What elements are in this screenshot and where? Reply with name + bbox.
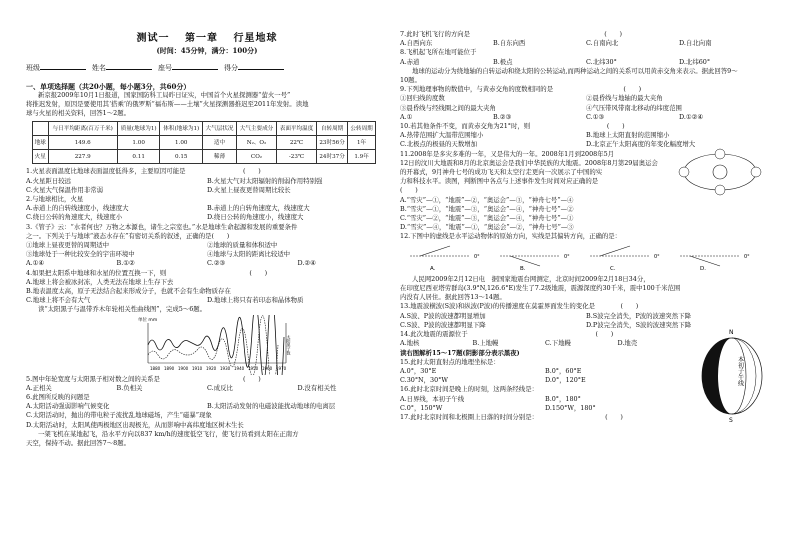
svg-text:0°: 0° [744, 253, 750, 260]
option[interactable]: D.150°W，180° [545, 403, 596, 412]
table-cell: 自转周期 [317, 122, 348, 136]
options [400, 376, 690, 385]
option[interactable]: B.赤道上的自转角速度大，线速度大 [207, 204, 310, 213]
x-tick: 1940 [234, 365, 245, 371]
x-tick: 1950 [248, 365, 259, 371]
option[interactable]: C.地球上将不会有大气 [26, 296, 91, 305]
question-intro: 读右图解析15～17题(阴影部分表示黑夜) [400, 348, 520, 357]
question-stem: 2.与地球相比，火星 [26, 195, 84, 204]
table-cell: 大气主要成分 [236, 122, 276, 136]
question-stem: 14.此次地震的震源位于 ( ) [400, 330, 614, 339]
table-cell: 表面平均温度 [277, 122, 317, 136]
options [26, 384, 388, 393]
option[interactable]: D.太阳活动时，太阳风使两极地区出现极光，从而影响中高纬度地区树木生长 [26, 420, 244, 429]
class-label: 班级 [26, 64, 40, 73]
option[interactable]: A.“雪灾”—①，“地震”—②，“奥运会”—③，“神舟七号”—④ [400, 195, 574, 204]
table-cell: N₂、O₂ [236, 136, 276, 150]
earth-position-icon [751, 167, 761, 177]
seat-blank[interactable] [172, 63, 218, 70]
option[interactable]: B.极点 [493, 57, 513, 66]
earth-position-icon [679, 167, 689, 177]
x-tick: 1910 [192, 365, 203, 371]
question-intro: ( ) [400, 186, 418, 195]
option[interactable]: B.负相关 [116, 383, 143, 392]
table-cell: 22℃ [277, 136, 317, 150]
north-label: N [729, 329, 734, 337]
question-stem: 12.下图中的虚线是水平运动物体的原始方向，实线是其偏转方向，正确的是： [400, 232, 622, 241]
statement: ②地球的质量和体积适中 [207, 241, 278, 250]
class-blank[interactable] [40, 63, 86, 70]
option[interactable]: B.0°，180° [545, 394, 581, 403]
svg-text:B.: B. [520, 265, 526, 272]
statement: ③地球处于一种比较安全的宇宙环境中 [26, 250, 135, 259]
table-row [33, 136, 376, 150]
right-axis-label: 太阳黑子数 [286, 334, 292, 355]
options [400, 104, 772, 113]
earth-orbit-diagram [672, 144, 768, 200]
option[interactable]: A.①④ [26, 259, 45, 268]
option[interactable]: A.赤道 [400, 57, 420, 66]
options [400, 113, 772, 122]
options [26, 177, 388, 186]
option[interactable]: B.自东向西 [493, 39, 526, 48]
question-stem: 4.如果把太阳系中地球和水星的位置互换一下，则 ( ) [26, 268, 268, 277]
question-stem: 17.此时北京时间和北极圈上日落的时间分别是： ( ) [400, 412, 623, 421]
option[interactable]: C.北极点的极昼的天数增加 [400, 140, 477, 149]
option[interactable]: A.① [400, 112, 413, 121]
name-blank[interactable] [106, 63, 152, 70]
svg-text:0°: 0° [564, 253, 570, 260]
svg-text:0°: 0° [654, 253, 660, 260]
question-stem: 之一。下列关于与地球“液态水存在”有密切关系的叙述，正确的是( ) [26, 231, 230, 240]
question-stem: 6.此图所反映的问题是 [26, 393, 90, 402]
question-stem: 1.火星表面温度比地球表面温度低得多，主要原因可能是 ( ) [26, 167, 261, 176]
option[interactable]: A.自西向东 [400, 39, 433, 48]
svg-text:D.: D. [700, 265, 706, 272]
name-label: 姓名 [92, 64, 106, 73]
option[interactable]: A.地核 [400, 339, 420, 348]
option[interactable]: D.0°，120°E [545, 376, 586, 385]
table-cell: 与日平均距离(百万千米) [48, 122, 117, 136]
options [400, 395, 690, 404]
option[interactable]: A.火星距日较远 [26, 176, 71, 185]
intro-line: 将推迟发射，原因是要使用其‘搭乘’的俄罗斯“福布斯——土壤”火星探测器推迟至2011年发射。读地 [26, 100, 309, 109]
option[interactable]: A.热带范围扩大温带范围缩小 [400, 131, 484, 140]
question-stem: 13.地震波横波(S波)和纵波(P波)的传播速度在莫霍界面发生的变化是 ( ) [400, 302, 639, 311]
intro-line: 球与火星的相关资料，回答1～2题。 [26, 109, 130, 118]
sunspot-treering-chart [136, 315, 388, 375]
option[interactable]: D.P波完全消失，S波的波速突然下降 [586, 320, 692, 329]
option[interactable]: C.30°N，30°W [400, 376, 448, 385]
option[interactable]: D.火星上昼夜更替周期比较长 [207, 185, 291, 194]
x-tick: 1960 [262, 365, 273, 371]
table-cell: 1年 [348, 136, 376, 150]
table-cell: 质量(地球为1) [117, 122, 160, 136]
options [400, 58, 772, 67]
left-column [26, 0, 388, 448]
question-stem: 3.《管子》云：“水者何也？万物之本源也，诸生之宗室也。”水是地球生命起源和发展的重要条件 [26, 222, 298, 231]
question-intro: 10题。 [400, 76, 421, 85]
options [26, 259, 388, 268]
question-intro: 人民网2009年2月12日电 据国家地震台网测定，北京时间2009年2月18日34分， [412, 274, 650, 283]
option[interactable]: B.S波完全消失，P波的波速突然下降 [586, 311, 691, 320]
option[interactable]: B.②③ [493, 112, 512, 121]
option[interactable]: B.地表温度太高，原子无法结合起来形成分子，也就不会有生命物质存在 [26, 287, 231, 296]
table-header-row [33, 122, 376, 136]
statement: ④地球与太阳的距离比较适中 [207, 250, 291, 259]
option[interactable]: D.绕日公转的角速度小，线速度大 [207, 213, 304, 222]
option[interactable]: C.北纬30° [586, 57, 617, 66]
x-tick: 1920 [206, 365, 217, 371]
option[interactable]: A.0°，30°E [400, 366, 437, 375]
option[interactable]: A.太阳活动强弱影响气候变化 [26, 402, 110, 411]
option[interactable]: A.正相关 [26, 383, 52, 392]
table-cell: 1.00 [160, 136, 203, 150]
statement: ②晨昏线与地轴的最大夹角 [586, 94, 663, 103]
table-cell: 149.6 [48, 136, 117, 150]
question-stem: 7.此时飞机飞行的方向是 ( ) [400, 30, 622, 38]
options [26, 213, 388, 222]
option[interactable]: D.地壳 [617, 339, 638, 348]
table-cell: -23℃ [277, 150, 317, 164]
options [400, 339, 690, 348]
chart-ylabel: 单位 mm [138, 317, 158, 323]
table-cell: 大气层状况 [203, 122, 237, 136]
option[interactable]: D.没有相关性 [297, 383, 337, 392]
option[interactable]: C.S波、P波的波速都明显下降 [400, 320, 486, 329]
question-stem: 16.此时北京时间是晚上的时刻，这两条经线是： [400, 385, 538, 394]
earth-position-icon [715, 149, 725, 159]
q14-17-block [400, 329, 772, 425]
option[interactable]: D.北纬60° [679, 57, 711, 66]
svg-text:A.: A. [430, 265, 436, 272]
question-intro: 力和科技水平。读图，判断图中各点与上述事件发生时间对应正确的是 [400, 177, 599, 186]
option[interactable]: C.“雪灾”—②，“地震”—③，“奥运会”—④，“神舟七号”—① [400, 214, 574, 223]
table-cell: 公转周期 [348, 122, 376, 136]
option[interactable]: C.成反比 [207, 383, 233, 392]
deflection-option-a[interactable] [410, 246, 480, 272]
option[interactable]: A.地球上将会被冰封冻，人类无法在地球上生存下去 [26, 277, 174, 286]
x-tick: 1880 [150, 365, 161, 371]
question-stem: 10.若其他条件不变，而黄赤交角为21°时，则 ( ) [400, 122, 625, 131]
option[interactable]: B.火星大气对太阳辐射的削弱作用特别强 [207, 176, 323, 185]
options [400, 94, 772, 103]
option[interactable]: D.自北向南 [679, 39, 712, 48]
earth-position-icon [715, 185, 725, 195]
option[interactable]: C.下地幔 [545, 339, 571, 348]
table-cell: 火星 [33, 150, 49, 164]
option[interactable]: C.绕日公转的角速度大，线速度小 [26, 213, 123, 222]
table-cell: 227.9 [48, 150, 117, 164]
question-intro: 内没有人居住。据此回答13～14题。 [400, 293, 506, 302]
table-cell: 1.9年 [348, 150, 376, 164]
table-cell: 0.11 [117, 150, 160, 164]
option[interactable]: C.自南向北 [586, 39, 619, 48]
table-cell: 0.15 [160, 150, 203, 164]
option[interactable]: B.“雪灾”—①，“地震”—③，“奥运会”—④，“神舟七号”—② [400, 204, 574, 213]
table-cell: 地球 [33, 136, 49, 150]
x-tick: 1930 [220, 365, 231, 371]
table-row [33, 150, 376, 164]
section-heading: 一、单项选择题（共20小题，每小题3分，共60分） [26, 81, 191, 91]
question-intro: 读“太阳黑子与温带乔木年轮相关性曲线图”，完成5～6题。 [38, 305, 207, 314]
x-tick: 1890 [164, 365, 175, 371]
south-label: S [729, 417, 733, 425]
question-intro: 12日的汶川大地震和8月的北京奥运会是我们中华民族的大地震。2008年8月第29届奥运会 [400, 158, 658, 167]
options [400, 367, 690, 376]
table-cell: CO₂ [236, 150, 276, 164]
option[interactable]: B.地球上太阳直射的范围缩小 [586, 131, 670, 140]
question-stem: 15.此时太阳直射点的地理坐标是： [400, 357, 500, 366]
question-intro: 的开幕式，9月神舟七号的成功飞天和太空行走更向一次展示了中国的实 [400, 168, 603, 177]
option[interactable]: D.①②④ [679, 112, 704, 121]
question-stem: 8.飞机起飞所在地可能位于 [400, 48, 477, 57]
option[interactable]: C.火星大气保温作用非常弱 [26, 185, 103, 194]
q11-block [400, 150, 772, 196]
score-label: 得分 [224, 64, 238, 73]
statement: ①回归线的度数 [400, 94, 445, 103]
svg-text:0°: 0° [474, 253, 480, 260]
statement: ③晨昏线与经线圈之间的最大夹角 [400, 103, 496, 112]
question-stem: 5.图中年轮宽度与太阳黑子相对数之间的关系是 ( ) [26, 374, 261, 383]
table-cell: 24时37分 [317, 150, 348, 164]
x-tick: 1900 [178, 365, 189, 371]
sun-icon [713, 165, 727, 179]
table-cell: 适中 [203, 136, 237, 150]
table-cell: 稀薄 [203, 150, 237, 164]
option[interactable]: A.赤道上的自转线速度小，线速度大 [26, 204, 129, 213]
intro-line: 新京报2009年10月1日报道，国家国防科工局昨日证实，中国首个火星探测器“萤火一号” [38, 90, 291, 99]
options [26, 186, 388, 195]
score-blank[interactable] [238, 63, 284, 70]
deflection-diagrams [400, 242, 772, 272]
question-intro: 在印度尼西亚塔劳群岛(3.9°N,126.6°E)发生了7.2级地震，震源深度约30千米，震中100千米范围 [400, 284, 681, 293]
table-cell: 23时56分 [317, 136, 348, 150]
option[interactable]: D.地球上将只有若印态和晶体物质 [207, 296, 304, 305]
option[interactable]: D.②④ [297, 259, 316, 268]
options [26, 241, 388, 250]
right-column [400, 30, 772, 425]
deflection-option-c[interactable] [590, 246, 660, 272]
globe-diagram [696, 328, 768, 424]
table-cell [33, 122, 49, 136]
svg-text:C.: C. [610, 265, 616, 272]
option[interactable]: A.日界线，本初子午线 [400, 394, 465, 403]
deflection-option-b[interactable] [500, 254, 570, 272]
option[interactable]: C.太阳活动时，抛出的带电粒子流扰乱地球磁场，产生“磁暴”现象 [26, 411, 212, 420]
statement: ①地球上昼夜更替的周期适中 [26, 241, 110, 250]
option[interactable]: C.①③ [586, 112, 605, 121]
question-intro: 地球的运动分为绕地轴的自转运动和绕太阳的公转运动,而两种运动之间的关系可以用黄赤交角来表示。据此回答9～ [412, 66, 738, 75]
options [26, 250, 388, 259]
option[interactable]: C.②③ [207, 259, 226, 268]
question-intro: 11.2008年是多灾多难的一年，又是伟大的一年。2008年1月到2008年5月 [400, 149, 615, 158]
statement: ④气压带风带南北移动的纬度范围 [586, 103, 682, 112]
options [400, 312, 772, 321]
option[interactable]: B.太阳活动发射的电磁波能扰动地球的电离层 [207, 402, 336, 411]
question-stem: 9.下列地理事物的数值中，与黄赤交角的度数相同的是 ( ) [400, 85, 642, 94]
question-intro: 天空，保持不动。据此回答7～8题。 [26, 439, 130, 448]
question-intro: 一架飞机在某地起飞，沿水平方向以837 km/h的速度低空飞行，使飞行员看到太阳在正南方 [38, 429, 299, 438]
option[interactable]: B.①② [116, 259, 135, 268]
prime-meridian-label: 本初子午线 [736, 356, 744, 387]
option[interactable]: B.上地幔 [472, 339, 499, 348]
option[interactable]: D.北京正午太阳高度的年变化幅度增大 [586, 140, 696, 149]
table-cell: 1.00 [117, 136, 160, 150]
planet-data-table [32, 121, 376, 164]
student-info-line [26, 63, 388, 73]
deflection-option-d[interactable] [680, 254, 750, 272]
option[interactable]: C.0°，150°W [400, 403, 443, 412]
option[interactable]: A.S波、P波的波速都明显增加 [400, 311, 486, 320]
page-subtitle: (时间：45分钟，满分：100分) [156, 46, 258, 56]
options [400, 404, 690, 413]
option[interactable]: B.0°，60°E [545, 366, 582, 375]
option[interactable]: D.“雪灾”—④，“地震”—①，“奥运会”—②，“神舟七号”—③ [400, 223, 574, 232]
seat-label: 座号 [158, 64, 172, 73]
table-cell: 体积(地球为1) [160, 122, 203, 136]
chart-svg [136, 315, 306, 375]
x-tick: 1970 [276, 365, 287, 371]
page-title: 测试一 第一章 行星地球 [136, 33, 278, 44]
